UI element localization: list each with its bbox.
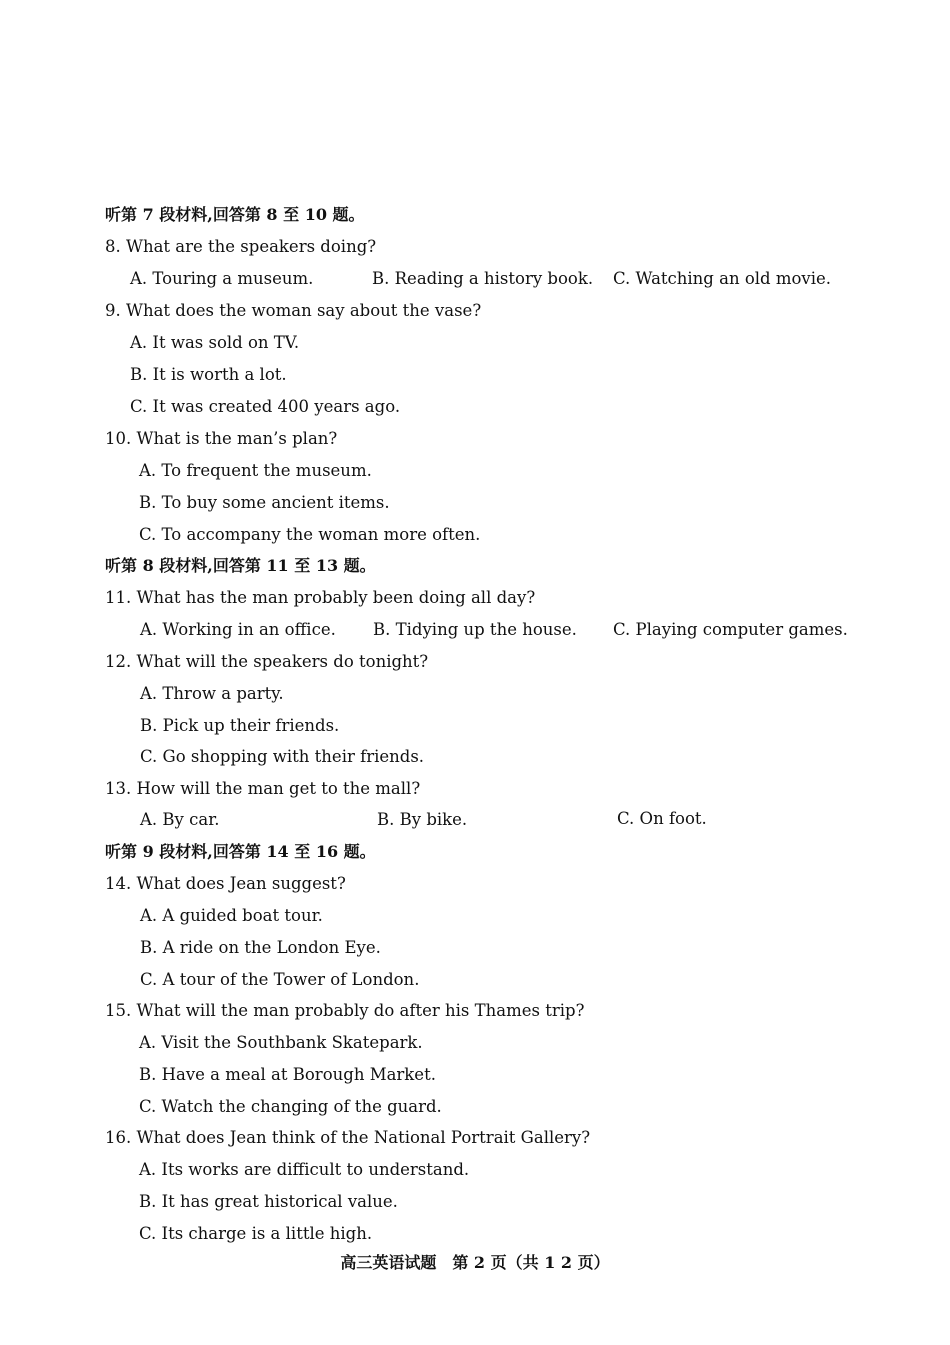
question-text: How will the man get to the mall? — [136, 779, 421, 798]
option-text: A guided boat tour. — [162, 906, 323, 925]
question-text: What does Jean suggest? — [136, 874, 346, 893]
option-text: By car. — [162, 810, 220, 829]
question-9 — [105, 301, 481, 321]
option-text: To accompany the woman more often. — [161, 525, 481, 544]
option-a — [140, 684, 284, 704]
option-letter: B. — [140, 716, 158, 735]
option-c — [139, 1224, 372, 1244]
option-a — [140, 620, 336, 640]
option-b — [139, 1065, 436, 1085]
option-letter: C. — [140, 747, 158, 766]
option-text: Visit the Southbank Skatepark. — [161, 1033, 423, 1052]
question-text: What is the man’s plan? — [136, 429, 338, 448]
option-text: Touring a museum. — [152, 269, 314, 288]
question-text: What will the speakers do tonight? — [136, 652, 429, 671]
option-b — [377, 810, 467, 830]
option-b — [372, 269, 593, 289]
question-12 — [105, 652, 428, 672]
option-text: A tour of the Tower of London. — [162, 970, 420, 989]
option-a — [130, 333, 299, 353]
option-text: Pick up their friends. — [162, 716, 340, 735]
question-16 — [105, 1128, 590, 1148]
question-text: What does Jean think of the National Portrait Gallery? — [136, 1128, 591, 1147]
option-text: To buy some ancient items. — [161, 493, 390, 512]
option-c — [130, 397, 400, 417]
option-a — [140, 906, 323, 926]
question-number: 13. — [105, 779, 132, 798]
option-letter: B. — [372, 269, 390, 288]
question-number: 10. — [105, 429, 132, 448]
option-letter: C. — [139, 1224, 157, 1243]
option-letter: B. — [373, 620, 391, 639]
option-letter: A. — [139, 1160, 157, 1179]
section-heading: 听第 8 段材料,回答第 11 至 13 题。 — [105, 556, 376, 575]
option-a — [139, 461, 372, 481]
option-text: Tidying up the house. — [395, 620, 577, 639]
option-text: Its charge is a little high. — [161, 1224, 373, 1243]
question-text: What does the woman say about the vase? — [126, 301, 482, 320]
question-text: What will the man probably do after his Thames trip? — [136, 1001, 585, 1020]
section-heading: 听第 9 段材料,回答第 14 至 16 题。 — [105, 842, 376, 861]
option-letter: C. — [140, 970, 158, 989]
question-10 — [105, 429, 337, 449]
option-b — [140, 716, 339, 736]
option-letter: C. — [613, 269, 631, 288]
option-text: Watch the changing of the guard. — [161, 1097, 442, 1116]
option-letter: C. — [613, 620, 631, 639]
question-15 — [105, 1001, 584, 1021]
question-number: 8. — [105, 237, 121, 256]
option-text: Playing computer games. — [635, 620, 848, 639]
option-b — [373, 620, 577, 640]
option-a — [130, 269, 313, 289]
page-footer: 高三英语试题 第 2 页（共 1 2 页） — [340, 1253, 610, 1272]
option-c — [139, 1097, 442, 1117]
question-8 — [105, 237, 376, 257]
option-c — [613, 620, 848, 640]
option-text: To frequent the museum. — [161, 461, 372, 480]
option-letter: C. — [617, 809, 635, 828]
question-number: 14. — [105, 874, 132, 893]
option-letter: A. — [140, 620, 158, 639]
option-letter: A. — [139, 1033, 157, 1052]
option-b — [130, 365, 287, 385]
question-text: What has the man probably been doing all day? — [136, 588, 536, 607]
option-letter: B. — [130, 365, 148, 384]
option-letter: B. — [139, 493, 157, 512]
option-a — [139, 1033, 423, 1053]
option-c — [139, 525, 480, 545]
option-text: It has great historical value. — [161, 1192, 398, 1211]
option-text: Throw a party. — [162, 684, 284, 703]
option-letter: C. — [139, 1097, 157, 1116]
option-c — [613, 269, 831, 289]
question-number: 16. — [105, 1128, 132, 1147]
question-14 — [105, 874, 346, 894]
option-letter: C. — [139, 525, 157, 544]
option-b — [140, 938, 381, 958]
option-letter: B. — [139, 1192, 157, 1211]
option-text: A ride on the London Eye. — [162, 938, 381, 957]
option-text: Have a meal at Borough Market. — [161, 1065, 436, 1084]
option-text: Working in an office. — [162, 620, 336, 639]
option-letter: A. — [139, 461, 157, 480]
option-a — [139, 1160, 469, 1180]
option-text: Watching an old movie. — [635, 269, 832, 288]
question-number: 9. — [105, 301, 121, 320]
question-text: What are the speakers doing? — [126, 237, 377, 256]
option-b — [139, 493, 390, 513]
option-text: It is worth a lot. — [152, 365, 287, 384]
option-c — [140, 747, 424, 767]
option-letter: A. — [130, 333, 148, 352]
option-text: Reading a history book. — [394, 269, 594, 288]
option-letter: B. — [139, 1065, 157, 1084]
option-letter: B. — [377, 810, 395, 829]
question-number: 12. — [105, 652, 132, 671]
option-letter: A. — [140, 810, 158, 829]
option-b — [139, 1192, 398, 1212]
question-11 — [105, 588, 535, 608]
option-letter: A. — [140, 906, 158, 925]
option-text: By bike. — [399, 810, 468, 829]
question-number: 11. — [105, 588, 132, 607]
option-text: Go shopping with their friends. — [162, 747, 425, 766]
option-letter: C. — [130, 397, 148, 416]
section-heading: 听第 7 段材料,回答第 8 至 10 题。 — [105, 205, 365, 224]
option-letter: B. — [140, 938, 158, 957]
option-letter: A. — [130, 269, 148, 288]
option-letter: A. — [140, 684, 158, 703]
option-a — [140, 810, 220, 830]
option-text: It was sold on TV. — [152, 333, 300, 352]
option-c — [617, 809, 707, 829]
option-text: On foot. — [639, 809, 707, 828]
question-13 — [105, 779, 420, 799]
option-c — [140, 970, 419, 990]
option-text: It was created 400 years ago. — [152, 397, 401, 416]
question-number: 15. — [105, 1001, 132, 1020]
option-text: Its works are difficult to understand. — [161, 1160, 470, 1179]
